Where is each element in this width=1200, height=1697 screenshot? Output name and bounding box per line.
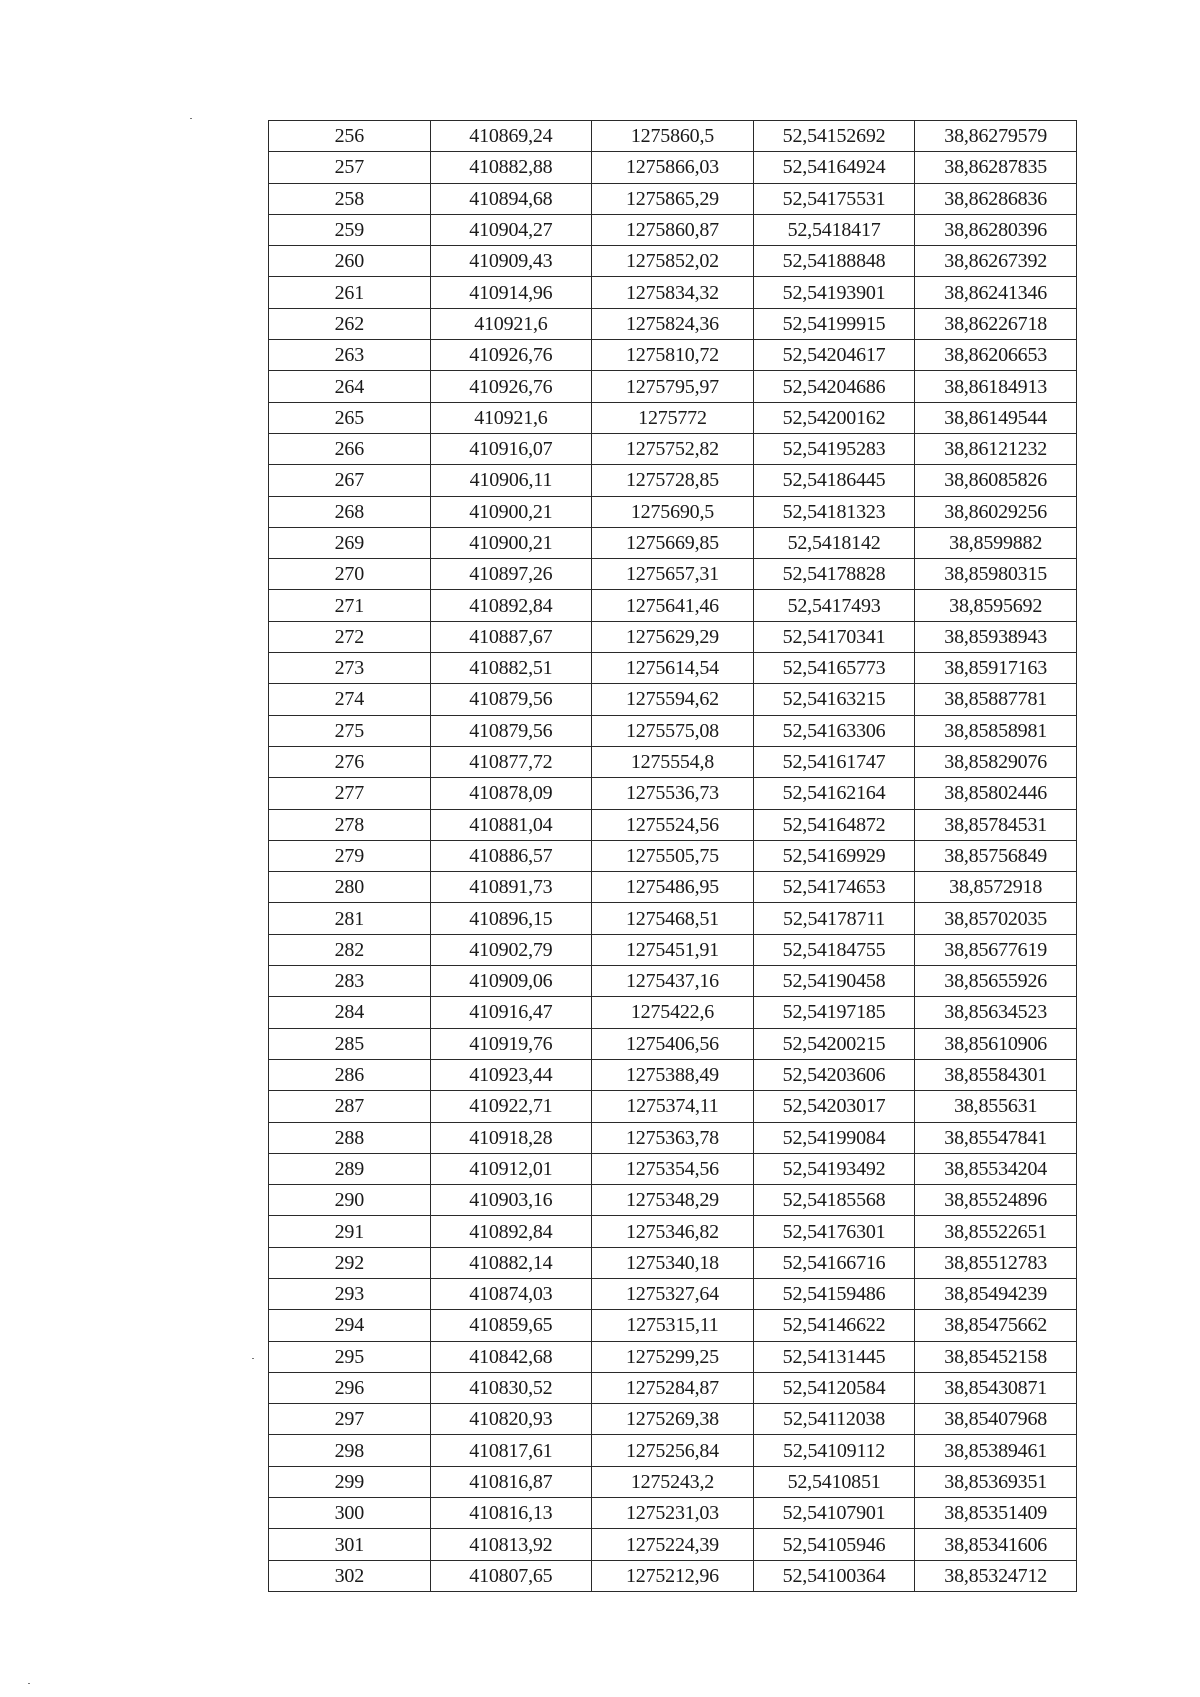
longitude-cell: 38,85887781 [915, 684, 1077, 715]
x-coordinate-cell: 410926,76 [430, 371, 592, 402]
x-coordinate-cell: 410882,88 [430, 152, 592, 183]
longitude-cell: 38,85784531 [915, 809, 1077, 840]
x-coordinate-cell: 410906,11 [430, 465, 592, 496]
table-row [269, 1059, 1077, 1090]
x-coordinate-cell: 410894,68 [430, 183, 592, 214]
table-row [269, 1466, 1077, 1497]
latitude-cell: 52,5418417 [753, 214, 915, 245]
latitude-cell: 52,54190458 [753, 966, 915, 997]
x-coordinate-cell: 410918,28 [430, 1122, 592, 1153]
y-coordinate-cell: 1275865,29 [592, 183, 754, 214]
point-number-cell: 280 [269, 872, 431, 903]
point-number-cell: 295 [269, 1341, 431, 1372]
point-number-cell: 259 [269, 214, 431, 245]
longitude-cell: 38,85324712 [915, 1560, 1077, 1591]
table-row [269, 684, 1077, 715]
x-coordinate-cell: 410820,93 [430, 1404, 592, 1435]
latitude-cell: 52,54164924 [753, 152, 915, 183]
point-number-cell: 292 [269, 1247, 431, 1278]
y-coordinate-cell: 1275669,85 [592, 527, 754, 558]
coordinates-table [268, 120, 1077, 1592]
longitude-cell: 38,85512783 [915, 1247, 1077, 1278]
longitude-cell: 38,86206653 [915, 340, 1077, 371]
x-coordinate-cell: 410878,09 [430, 778, 592, 809]
table-row [269, 1185, 1077, 1216]
x-coordinate-cell: 410874,03 [430, 1278, 592, 1309]
x-coordinate-cell: 410882,51 [430, 653, 592, 684]
point-number-cell: 262 [269, 308, 431, 339]
longitude-cell: 38,85917163 [915, 653, 1077, 684]
longitude-cell: 38,85389461 [915, 1435, 1077, 1466]
y-coordinate-cell: 1275354,56 [592, 1153, 754, 1184]
latitude-cell: 52,54178828 [753, 559, 915, 590]
latitude-cell: 52,54159486 [753, 1278, 915, 1309]
longitude-cell: 38,86279579 [915, 121, 1077, 152]
x-coordinate-cell: 410892,84 [430, 590, 592, 621]
longitude-cell: 38,85980315 [915, 559, 1077, 590]
longitude-cell: 38,855631 [915, 1091, 1077, 1122]
y-coordinate-cell: 1275690,5 [592, 496, 754, 527]
table-row [269, 1216, 1077, 1247]
table-row [269, 277, 1077, 308]
point-number-cell: 258 [269, 183, 431, 214]
x-coordinate-cell: 410909,06 [430, 966, 592, 997]
point-number-cell: 287 [269, 1091, 431, 1122]
y-coordinate-cell: 1275243,2 [592, 1466, 754, 1497]
y-coordinate-cell: 1275348,29 [592, 1185, 754, 1216]
x-coordinate-cell: 410879,56 [430, 715, 592, 746]
point-number-cell: 268 [269, 496, 431, 527]
y-coordinate-cell: 1275657,31 [592, 559, 754, 590]
point-number-cell: 267 [269, 465, 431, 496]
table-row [269, 1278, 1077, 1309]
longitude-cell: 38,85407968 [915, 1404, 1077, 1435]
x-coordinate-cell: 410916,47 [430, 997, 592, 1028]
latitude-cell: 52,54204617 [753, 340, 915, 371]
longitude-cell: 38,85341606 [915, 1529, 1077, 1560]
y-coordinate-cell: 1275451,91 [592, 934, 754, 965]
point-number-cell: 266 [269, 433, 431, 464]
latitude-cell: 52,54169929 [753, 840, 915, 871]
longitude-cell: 38,85829076 [915, 746, 1077, 777]
longitude-cell: 38,86029256 [915, 496, 1077, 527]
y-coordinate-cell: 1275860,87 [592, 214, 754, 245]
longitude-cell: 38,85655926 [915, 966, 1077, 997]
y-coordinate-cell: 1275852,02 [592, 246, 754, 277]
y-coordinate-cell: 1275524,56 [592, 809, 754, 840]
x-coordinate-cell: 410921,6 [430, 402, 592, 433]
point-number-cell: 272 [269, 621, 431, 652]
table-row [269, 1529, 1077, 1560]
x-coordinate-cell: 410879,56 [430, 684, 592, 715]
latitude-cell: 52,5410851 [753, 1466, 915, 1497]
y-coordinate-cell: 1275269,38 [592, 1404, 754, 1435]
longitude-cell: 38,85369351 [915, 1466, 1077, 1497]
point-number-cell: 264 [269, 371, 431, 402]
latitude-cell: 52,54165773 [753, 653, 915, 684]
latitude-cell: 52,54188848 [753, 246, 915, 277]
latitude-cell: 52,54178711 [753, 903, 915, 934]
table-row [269, 183, 1077, 214]
latitude-cell: 52,54120584 [753, 1372, 915, 1403]
x-coordinate-cell: 410892,84 [430, 1216, 592, 1247]
y-coordinate-cell: 1275641,46 [592, 590, 754, 621]
x-coordinate-cell: 410877,72 [430, 746, 592, 777]
point-number-cell: 294 [269, 1310, 431, 1341]
table-row [269, 1498, 1077, 1529]
latitude-cell: 52,54200162 [753, 402, 915, 433]
point-number-cell: 260 [269, 246, 431, 277]
table-row [269, 214, 1077, 245]
latitude-cell: 52,54100364 [753, 1560, 915, 1591]
longitude-cell: 38,86267392 [915, 246, 1077, 277]
longitude-cell: 38,86085826 [915, 465, 1077, 496]
longitude-cell: 38,86280396 [915, 214, 1077, 245]
y-coordinate-cell: 1275772 [592, 402, 754, 433]
longitude-cell: 38,85938943 [915, 621, 1077, 652]
latitude-cell: 52,54199915 [753, 308, 915, 339]
latitude-cell: 52,54195283 [753, 433, 915, 464]
latitude-cell: 52,54184755 [753, 934, 915, 965]
longitude-cell: 38,85584301 [915, 1059, 1077, 1090]
y-coordinate-cell: 1275860,5 [592, 121, 754, 152]
x-coordinate-cell: 410859,65 [430, 1310, 592, 1341]
table-row [269, 746, 1077, 777]
point-number-cell: 285 [269, 1028, 431, 1059]
table-row [269, 152, 1077, 183]
x-coordinate-cell: 410842,68 [430, 1341, 592, 1372]
x-coordinate-cell: 410916,07 [430, 433, 592, 464]
longitude-cell: 38,85351409 [915, 1498, 1077, 1529]
y-coordinate-cell: 1275299,25 [592, 1341, 754, 1372]
x-coordinate-cell: 410830,52 [430, 1372, 592, 1403]
y-coordinate-cell: 1275224,39 [592, 1529, 754, 1560]
latitude-cell: 52,54176301 [753, 1216, 915, 1247]
table-row [269, 809, 1077, 840]
point-number-cell: 265 [269, 402, 431, 433]
point-number-cell: 278 [269, 809, 431, 840]
point-number-cell: 290 [269, 1185, 431, 1216]
point-number-cell: 281 [269, 903, 431, 934]
point-number-cell: 277 [269, 778, 431, 809]
y-coordinate-cell: 1275315,11 [592, 1310, 754, 1341]
y-coordinate-cell: 1275575,08 [592, 715, 754, 746]
point-number-cell: 291 [269, 1216, 431, 1247]
table-row [269, 496, 1077, 527]
table-row [269, 1372, 1077, 1403]
longitude-cell: 38,85534204 [915, 1153, 1077, 1184]
y-coordinate-cell: 1275486,95 [592, 872, 754, 903]
x-coordinate-cell: 410816,87 [430, 1466, 592, 1497]
y-coordinate-cell: 1275614,54 [592, 653, 754, 684]
table-row [269, 966, 1077, 997]
scan-speck [252, 1358, 254, 1359]
latitude-cell: 52,54152692 [753, 121, 915, 152]
table-row [269, 308, 1077, 339]
table-row [269, 433, 1077, 464]
longitude-cell: 38,85452158 [915, 1341, 1077, 1372]
table-row [269, 246, 1077, 277]
latitude-cell: 52,54185568 [753, 1185, 915, 1216]
x-coordinate-cell: 410807,65 [430, 1560, 592, 1591]
x-coordinate-cell: 410923,44 [430, 1059, 592, 1090]
table-row [269, 1122, 1077, 1153]
y-coordinate-cell: 1275594,62 [592, 684, 754, 715]
longitude-cell: 38,8572918 [915, 872, 1077, 903]
latitude-cell: 52,54163215 [753, 684, 915, 715]
point-number-cell: 286 [269, 1059, 431, 1090]
table-row [269, 621, 1077, 652]
y-coordinate-cell: 1275468,51 [592, 903, 754, 934]
y-coordinate-cell: 1275256,84 [592, 1435, 754, 1466]
latitude-cell: 52,54193492 [753, 1153, 915, 1184]
longitude-cell: 38,85494239 [915, 1278, 1077, 1309]
table-row [269, 872, 1077, 903]
longitude-cell: 38,85802446 [915, 778, 1077, 809]
table-row [269, 715, 1077, 746]
x-coordinate-cell: 410912,01 [430, 1153, 592, 1184]
point-number-cell: 271 [269, 590, 431, 621]
point-number-cell: 270 [269, 559, 431, 590]
longitude-cell: 38,86149544 [915, 402, 1077, 433]
y-coordinate-cell: 1275212,96 [592, 1560, 754, 1591]
x-coordinate-cell: 410926,76 [430, 340, 592, 371]
x-coordinate-cell: 410886,57 [430, 840, 592, 871]
y-coordinate-cell: 1275629,29 [592, 621, 754, 652]
table-row [269, 903, 1077, 934]
latitude-cell: 52,54131445 [753, 1341, 915, 1372]
table-row [269, 559, 1077, 590]
latitude-cell: 52,54199084 [753, 1122, 915, 1153]
latitude-cell: 52,54164872 [753, 809, 915, 840]
table-row [269, 653, 1077, 684]
point-number-cell: 274 [269, 684, 431, 715]
point-number-cell: 263 [269, 340, 431, 371]
x-coordinate-cell: 410882,14 [430, 1247, 592, 1278]
y-coordinate-cell: 1275374,11 [592, 1091, 754, 1122]
point-number-cell: 296 [269, 1372, 431, 1403]
point-number-cell: 257 [269, 152, 431, 183]
y-coordinate-cell: 1275810,72 [592, 340, 754, 371]
latitude-cell: 52,5417493 [753, 590, 915, 621]
latitude-cell: 52,54163306 [753, 715, 915, 746]
table-row [269, 527, 1077, 558]
longitude-cell: 38,86241346 [915, 277, 1077, 308]
coordinates-table-body [269, 121, 1077, 1592]
y-coordinate-cell: 1275388,49 [592, 1059, 754, 1090]
y-coordinate-cell: 1275834,32 [592, 277, 754, 308]
point-number-cell: 289 [269, 1153, 431, 1184]
table-row [269, 1028, 1077, 1059]
y-coordinate-cell: 1275284,87 [592, 1372, 754, 1403]
table-row [269, 1435, 1077, 1466]
point-number-cell: 293 [269, 1278, 431, 1309]
x-coordinate-cell: 410813,92 [430, 1529, 592, 1560]
latitude-cell: 52,54161747 [753, 746, 915, 777]
latitude-cell: 52,54197185 [753, 997, 915, 1028]
longitude-cell: 38,85610906 [915, 1028, 1077, 1059]
latitude-cell: 52,54200215 [753, 1028, 915, 1059]
y-coordinate-cell: 1275327,64 [592, 1278, 754, 1309]
longitude-cell: 38,86287835 [915, 152, 1077, 183]
longitude-cell: 38,85547841 [915, 1122, 1077, 1153]
y-coordinate-cell: 1275728,85 [592, 465, 754, 496]
x-coordinate-cell: 410897,26 [430, 559, 592, 590]
y-coordinate-cell: 1275536,73 [592, 778, 754, 809]
longitude-cell: 38,86226718 [915, 308, 1077, 339]
x-coordinate-cell: 410919,76 [430, 1028, 592, 1059]
latitude-cell: 52,54181323 [753, 496, 915, 527]
table-row [269, 1341, 1077, 1372]
latitude-cell: 52,54162164 [753, 778, 915, 809]
scan-speck [28, 1683, 30, 1684]
longitude-cell: 38,85634523 [915, 997, 1077, 1028]
x-coordinate-cell: 410900,21 [430, 527, 592, 558]
y-coordinate-cell: 1275231,03 [592, 1498, 754, 1529]
y-coordinate-cell: 1275346,82 [592, 1216, 754, 1247]
y-coordinate-cell: 1275363,78 [592, 1122, 754, 1153]
x-coordinate-cell: 410921,6 [430, 308, 592, 339]
latitude-cell: 52,54204686 [753, 371, 915, 402]
x-coordinate-cell: 410903,16 [430, 1185, 592, 1216]
longitude-cell: 38,86184913 [915, 371, 1077, 402]
table-row [269, 371, 1077, 402]
latitude-cell: 52,54203017 [753, 1091, 915, 1122]
point-number-cell: 279 [269, 840, 431, 871]
latitude-cell: 52,54112038 [753, 1404, 915, 1435]
y-coordinate-cell: 1275554,8 [592, 746, 754, 777]
y-coordinate-cell: 1275422,6 [592, 997, 754, 1028]
longitude-cell: 38,85522651 [915, 1216, 1077, 1247]
x-coordinate-cell: 410896,15 [430, 903, 592, 934]
point-number-cell: 282 [269, 934, 431, 965]
latitude-cell: 52,54175531 [753, 183, 915, 214]
point-number-cell: 269 [269, 527, 431, 558]
x-coordinate-cell: 410922,71 [430, 1091, 592, 1122]
x-coordinate-cell: 410816,13 [430, 1498, 592, 1529]
x-coordinate-cell: 410902,79 [430, 934, 592, 965]
x-coordinate-cell: 410869,24 [430, 121, 592, 152]
scan-speck [190, 118, 192, 119]
point-number-cell: 298 [269, 1435, 431, 1466]
longitude-cell: 38,86286836 [915, 183, 1077, 214]
point-number-cell: 302 [269, 1560, 431, 1591]
longitude-cell: 38,85677619 [915, 934, 1077, 965]
point-number-cell: 276 [269, 746, 431, 777]
latitude-cell: 52,54105946 [753, 1529, 915, 1560]
point-number-cell: 297 [269, 1404, 431, 1435]
point-number-cell: 300 [269, 1498, 431, 1529]
y-coordinate-cell: 1275505,75 [592, 840, 754, 871]
table-row [269, 121, 1077, 152]
y-coordinate-cell: 1275824,36 [592, 308, 754, 339]
latitude-cell: 52,54186445 [753, 465, 915, 496]
point-number-cell: 301 [269, 1529, 431, 1560]
y-coordinate-cell: 1275340,18 [592, 1247, 754, 1278]
x-coordinate-cell: 410881,04 [430, 809, 592, 840]
x-coordinate-cell: 410904,27 [430, 214, 592, 245]
longitude-cell: 38,85702035 [915, 903, 1077, 934]
latitude-cell: 52,5418142 [753, 527, 915, 558]
table-row [269, 590, 1077, 621]
y-coordinate-cell: 1275437,16 [592, 966, 754, 997]
x-coordinate-cell: 410914,96 [430, 277, 592, 308]
table-row [269, 840, 1077, 871]
longitude-cell: 38,86121232 [915, 433, 1077, 464]
table-row [269, 1247, 1077, 1278]
point-number-cell: 256 [269, 121, 431, 152]
table-row [269, 465, 1077, 496]
y-coordinate-cell: 1275406,56 [592, 1028, 754, 1059]
table-row [269, 1560, 1077, 1591]
table-row [269, 340, 1077, 371]
table-row [269, 1404, 1077, 1435]
longitude-cell: 38,8599882 [915, 527, 1077, 558]
y-coordinate-cell: 1275752,82 [592, 433, 754, 464]
point-number-cell: 261 [269, 277, 431, 308]
y-coordinate-cell: 1275866,03 [592, 152, 754, 183]
longitude-cell: 38,8595692 [915, 590, 1077, 621]
longitude-cell: 38,85475662 [915, 1310, 1077, 1341]
x-coordinate-cell: 410891,73 [430, 872, 592, 903]
table-row [269, 1091, 1077, 1122]
table-row [269, 778, 1077, 809]
latitude-cell: 52,54203606 [753, 1059, 915, 1090]
latitude-cell: 52,54170341 [753, 621, 915, 652]
y-coordinate-cell: 1275795,97 [592, 371, 754, 402]
longitude-cell: 38,85430871 [915, 1372, 1077, 1403]
x-coordinate-cell: 410887,67 [430, 621, 592, 652]
point-number-cell: 275 [269, 715, 431, 746]
latitude-cell: 52,54193901 [753, 277, 915, 308]
point-number-cell: 273 [269, 653, 431, 684]
table-row [269, 1153, 1077, 1184]
latitude-cell: 52,54109112 [753, 1435, 915, 1466]
table-row [269, 1310, 1077, 1341]
longitude-cell: 38,85524896 [915, 1185, 1077, 1216]
table-row [269, 402, 1077, 433]
point-number-cell: 284 [269, 997, 431, 1028]
longitude-cell: 38,85756849 [915, 840, 1077, 871]
latitude-cell: 52,54166716 [753, 1247, 915, 1278]
point-number-cell: 299 [269, 1466, 431, 1497]
table-row [269, 997, 1077, 1028]
latitude-cell: 52,54107901 [753, 1498, 915, 1529]
latitude-cell: 52,54146622 [753, 1310, 915, 1341]
x-coordinate-cell: 410817,61 [430, 1435, 592, 1466]
point-number-cell: 288 [269, 1122, 431, 1153]
x-coordinate-cell: 410900,21 [430, 496, 592, 527]
x-coordinate-cell: 410909,43 [430, 246, 592, 277]
latitude-cell: 52,54174653 [753, 872, 915, 903]
table-row [269, 934, 1077, 965]
point-number-cell: 283 [269, 966, 431, 997]
longitude-cell: 38,85858981 [915, 715, 1077, 746]
